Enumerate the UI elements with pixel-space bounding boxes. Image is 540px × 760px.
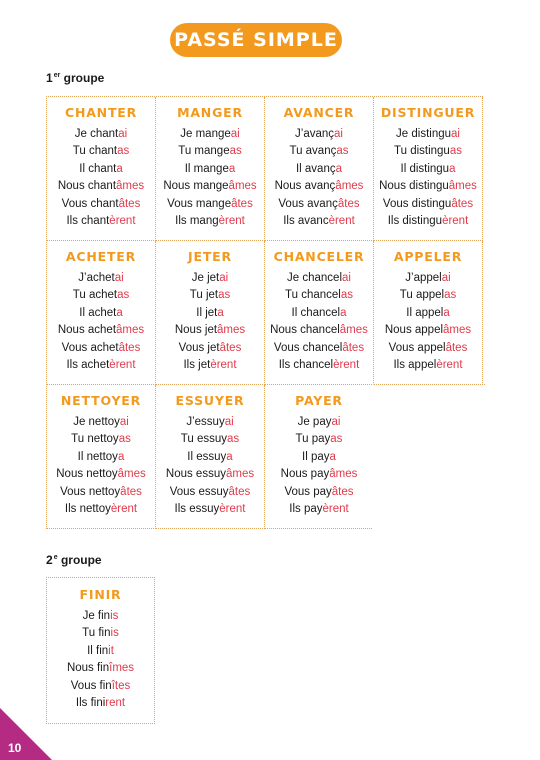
conjugation-line [156, 431, 264, 448]
conjugation-line [156, 178, 264, 195]
verb-stem: Tu mange [178, 145, 230, 158]
verb-card-payer [265, 385, 374, 529]
verb-ending: a [116, 162, 123, 175]
verb-ending: ai [224, 416, 234, 428]
verb-stem: J’achet [78, 272, 115, 284]
verb-stem: Nous achet [57, 324, 117, 337]
group2-conjugation-grid [46, 577, 155, 724]
verb-ending: èrent [442, 215, 469, 228]
verb-stem: Ils fini [75, 697, 106, 710]
verb-card-chanceler [265, 241, 374, 385]
conjugation-line [374, 340, 482, 357]
verb-heading: ESSUYER [175, 393, 245, 408]
conjugation-line [47, 625, 154, 642]
conjugation-line [374, 305, 482, 322]
verb-heading: DISTINGUER [380, 105, 476, 120]
verb-ending: as [336, 145, 349, 158]
conjugation-line [374, 322, 482, 339]
verb-stem: Ils pay [289, 503, 323, 516]
conjugation-line [47, 270, 155, 287]
verb-stem: Nous mange [163, 180, 229, 193]
conjugation-line [265, 178, 373, 195]
conjugation-line [47, 340, 155, 357]
verb-stem: Tu avanç [289, 145, 337, 158]
verb-ending: âmes [329, 468, 358, 481]
verb-stem: Nous chant [57, 180, 117, 193]
conjugation-line [156, 126, 264, 143]
conjugation-line [265, 414, 373, 431]
verb-ending: as [117, 289, 130, 302]
verb-stem: Tu nettoy [71, 433, 119, 446]
verb-ending: is [110, 627, 119, 640]
verb-ending: as [229, 145, 242, 158]
page-number: 10 [8, 741, 22, 755]
verb-ending: a [335, 162, 343, 175]
group2-word: groupe [60, 553, 102, 567]
conjugation-line [156, 414, 264, 431]
group1-word: groupe [63, 71, 105, 85]
verb-stem: Ils achet [66, 359, 110, 372]
verb-stem: Vous pay [284, 485, 332, 498]
conjugation-line [265, 449, 373, 466]
verb-ending: ai [219, 272, 229, 284]
verb-ending: èrent [109, 359, 136, 372]
verb-ending: èrent [210, 359, 237, 372]
verb-stem: Tu distingu [394, 145, 450, 158]
conjugation-line [374, 357, 482, 374]
verb-ending: ai [114, 272, 124, 284]
verb-ending: âtes [337, 197, 360, 210]
verb-stem: J’essuy [186, 416, 225, 428]
conjugation-line [156, 161, 264, 178]
conjugation-line [265, 322, 373, 339]
verb-ending: âmes [448, 180, 477, 193]
verb-stem: Vous chancel [273, 341, 343, 354]
verb-ending: âmes [116, 180, 145, 193]
verb-ending: as [340, 289, 353, 302]
verb-card-distinguer [374, 97, 483, 241]
verb-ending: as [330, 433, 343, 446]
verb-card-jeter [156, 241, 265, 385]
verb-ending: èrent [436, 359, 463, 372]
verb-stem: Il fin [87, 644, 109, 657]
conjugation-line [156, 466, 264, 483]
verb-stem: J’appel [405, 272, 442, 284]
verb-ending: âtes [118, 197, 141, 210]
verb-stem: Ils appel [393, 359, 437, 372]
verb-stem: Ils chant [66, 215, 110, 228]
verb-ending: âmes [117, 468, 146, 481]
conjugation-line [374, 196, 482, 213]
verb-ending: ai [331, 416, 341, 428]
verb-stem: Il mange [184, 162, 229, 175]
conjugation-line [265, 143, 373, 160]
verb-stem: Vous mange [167, 197, 232, 210]
verb-stem: Tu chancel [285, 289, 341, 302]
verb-stem: Vous achet [61, 341, 119, 354]
verb-ending: èrent [333, 359, 360, 372]
verb-stem: Vous fin [70, 679, 112, 692]
verb-ending: âmes [339, 324, 368, 337]
verb-card-essuyer [156, 385, 265, 529]
verb-stem: Je pay [297, 416, 332, 428]
verb-ending: as [117, 145, 130, 158]
conjugation-line [47, 466, 155, 483]
verb-ending: a [117, 450, 125, 463]
verb-stem: Ils avanc [283, 215, 329, 228]
verb-stem: Tu chant [72, 145, 118, 158]
verb-ending: it [108, 644, 114, 657]
conjugation-line [265, 484, 373, 501]
verb-ending: âmes [228, 180, 257, 193]
verb-ending: âtes [331, 485, 354, 498]
verb-ending: âmes [116, 324, 145, 337]
verb-ending: âmes [225, 468, 255, 481]
verb-stem: Vous nettoy [60, 485, 121, 498]
conjugation-line [265, 161, 373, 178]
conjugation-line [265, 340, 373, 357]
verb-stem: Vous chant [61, 197, 119, 210]
verb-heading: JETER [188, 249, 232, 264]
verb-card-manger [156, 97, 265, 241]
verb-ending: èrent [218, 215, 245, 228]
group1-suffix: er [53, 72, 61, 79]
conjugation-line [265, 305, 373, 322]
verb-stem: Nous fin [66, 662, 110, 675]
verb-stem: Ils jet [183, 359, 211, 372]
conjugation-line [156, 357, 264, 374]
verb-stem: Tu pay [295, 433, 331, 446]
conjugation-line [265, 196, 373, 213]
verb-ending: a [226, 450, 233, 463]
conjugation-line [47, 660, 154, 677]
group1-number: 1 [46, 71, 53, 85]
verb-stem: Il nettoy [77, 450, 118, 463]
conjugation-line [156, 340, 264, 357]
verb-stem: Je chant [74, 128, 119, 140]
conjugation-line [156, 484, 264, 501]
verb-heading: CHANTER [64, 105, 138, 120]
verb-ending: âtes [219, 341, 242, 354]
conjugation-line [47, 161, 155, 178]
verb-stem: Tu achet [72, 289, 118, 302]
conjugation-line [47, 143, 155, 160]
verb-card-nettoyer [47, 385, 156, 529]
verb-ending: îmes [109, 662, 135, 675]
verb-ending: èrent [109, 215, 136, 228]
verb-ending: âtes [231, 197, 253, 210]
verb-heading: ACHETER [65, 249, 137, 264]
conjugation-line [47, 213, 155, 230]
verb-stem: Il achet [79, 306, 117, 319]
conjugation-line [47, 287, 155, 304]
verb-stem: Tu fin [82, 627, 111, 640]
verb-stem: Tu jet [189, 289, 219, 302]
verb-heading: AVANCER [283, 105, 355, 120]
conjugation-line [156, 449, 264, 466]
verb-ending: èrent [322, 503, 349, 516]
verb-stem: Tu appel [399, 289, 445, 302]
verb-stem: Vous essuy [169, 485, 229, 498]
verb-stem: Il pay [302, 450, 330, 463]
verb-stem: Nous pay [280, 468, 330, 481]
verb-card-avancer [265, 97, 374, 241]
verb-ending: âmes [335, 180, 364, 193]
conjugation-line [47, 501, 155, 518]
verb-stem: Nous essuy [165, 468, 226, 481]
verb-stem: Il avanç [295, 162, 336, 175]
verb-heading: CHANCELER [273, 249, 365, 264]
conjugation-line [265, 357, 373, 374]
verb-stem: Ils distingu [387, 215, 443, 228]
conjugation-line [47, 643, 154, 660]
verb-heading: APPELER [393, 249, 463, 264]
verb-heading: FINIR [79, 587, 122, 602]
verb-stem: Vous jet [178, 341, 220, 354]
verb-stem: Nous nettoy [56, 468, 118, 481]
verb-stem: Il jet [196, 306, 218, 319]
verb-stem: Ils chancel [278, 359, 334, 372]
verb-heading: MANGER [177, 105, 243, 120]
verb-ending: a [116, 306, 123, 319]
verb-ending: âtes [118, 341, 141, 354]
verb-ending: a [449, 162, 456, 175]
verb-card-appeler [374, 241, 483, 385]
verb-ending: ai [334, 128, 343, 140]
verb-ending: ai [119, 416, 129, 428]
conjugation-line [47, 305, 155, 322]
verb-ending: ai [342, 272, 351, 284]
verb-ending: ai [118, 128, 128, 140]
verb-ending: èrent [110, 503, 138, 516]
verb-ending: as [449, 145, 462, 158]
empty-slot [373, 384, 486, 532]
verb-stem: Il essuy [187, 450, 227, 463]
verb-ending: ai [441, 272, 451, 284]
conjugation-line [156, 270, 264, 287]
verb-stem: J’avanç [295, 128, 335, 140]
verb-stem: Nous avanç [274, 180, 336, 193]
conjugation-line [47, 695, 154, 712]
verb-stem: Il appel [406, 306, 444, 319]
conjugation-line [265, 213, 373, 230]
verb-ending: îtes [111, 679, 131, 692]
verb-ending: is [110, 610, 119, 622]
verb-stem: Ils essuy [174, 503, 220, 516]
verb-stem: Vous distingu [382, 197, 452, 210]
verb-ending: as [118, 433, 131, 446]
verb-card-chanter [47, 97, 156, 241]
verb-ending: a [217, 306, 224, 319]
verb-ending: âtes [342, 341, 365, 354]
group2-label [46, 553, 102, 567]
conjugation-line [374, 270, 482, 287]
conjugation-line [156, 143, 264, 160]
verb-stem: Il chancel [291, 306, 341, 319]
verb-ending: âtes [228, 485, 251, 498]
conjugation-line [156, 322, 264, 339]
conjugation-line [374, 287, 482, 304]
verb-ending: èrent [328, 215, 355, 228]
verb-stem: Ils mang [175, 215, 219, 228]
group1-label [46, 71, 104, 85]
verb-stem: Je fin [82, 610, 111, 622]
conjugation-line [374, 161, 482, 178]
conjugation-line [47, 678, 154, 695]
conjugation-line [265, 270, 373, 287]
conjugation-line [47, 608, 154, 625]
conjugation-line [156, 305, 264, 322]
verb-stem: Je jet [191, 272, 220, 284]
verb-card-finir [47, 578, 154, 712]
verb-ending: âtes [445, 341, 468, 354]
conjugation-line [374, 213, 482, 230]
conjugation-line [374, 178, 482, 195]
conjugation-line [265, 287, 373, 304]
conjugation-line [47, 449, 155, 466]
verb-heading: NETTOYER [60, 393, 142, 408]
conjugation-line [156, 213, 264, 230]
verb-ending: a [228, 162, 236, 175]
conjugation-line [265, 501, 373, 518]
conjugation-line [47, 178, 155, 195]
verb-ending: as [218, 289, 231, 302]
verb-ending: âtes [451, 197, 474, 210]
conjugation-line [265, 126, 373, 143]
conjugation-line [374, 143, 482, 160]
verb-stem: Nous jet [174, 324, 218, 337]
verb-ending: âmes [443, 324, 472, 337]
verb-ending: èrent [219, 503, 246, 516]
verb-ending: rent [105, 697, 126, 710]
verb-ending: ai [451, 128, 460, 140]
verb-stem: Tu essuy [180, 433, 228, 446]
verb-stem: Je distingu [396, 128, 452, 140]
verb-ending: a [340, 306, 347, 319]
verb-ending: a [329, 450, 336, 463]
verb-stem: Je nettoy [73, 416, 120, 428]
group2-number: 2 [46, 553, 53, 567]
conjugation-line [47, 414, 155, 431]
verb-stem: Il chant [79, 162, 117, 175]
conjugation-line [156, 287, 264, 304]
conjugation-line [265, 431, 373, 448]
verb-ending: ai [230, 128, 240, 140]
verb-stem: Nous distingu [379, 180, 449, 193]
conjugation-line [156, 501, 264, 518]
verb-card-acheter [47, 241, 156, 385]
verb-ending: âtes [120, 485, 142, 498]
conjugation-line [47, 196, 155, 213]
verb-ending: as [227, 433, 240, 446]
conjugation-line [47, 431, 155, 448]
verb-stem: Vous avanç [278, 197, 338, 210]
verb-stem: Vous appel [388, 341, 446, 354]
verb-stem: Nous appel [384, 324, 444, 337]
conjugation-line [374, 126, 482, 143]
verb-ending: âmes [217, 324, 246, 337]
verb-ending: a [443, 306, 450, 319]
verb-stem: Je chancel [287, 272, 343, 284]
verb-stem: Nous chancel [270, 324, 340, 337]
verb-stem: Il distingu [400, 162, 450, 175]
page-title: PASSÉ SIMPLE [170, 23, 342, 57]
conjugation-line [265, 466, 373, 483]
conjugation-line [47, 322, 155, 339]
verb-heading: PAYER [295, 393, 343, 408]
group1-conjugation-grid [46, 96, 483, 529]
conjugation-line [47, 126, 155, 143]
conjugation-line [156, 196, 264, 213]
conjugation-line [47, 357, 155, 374]
verb-stem: Ils nettoy [64, 503, 111, 516]
verb-stem: Je mange [180, 128, 231, 140]
group2-suffix: e [53, 554, 58, 561]
conjugation-line [47, 484, 155, 501]
verb-ending: as [444, 289, 457, 302]
